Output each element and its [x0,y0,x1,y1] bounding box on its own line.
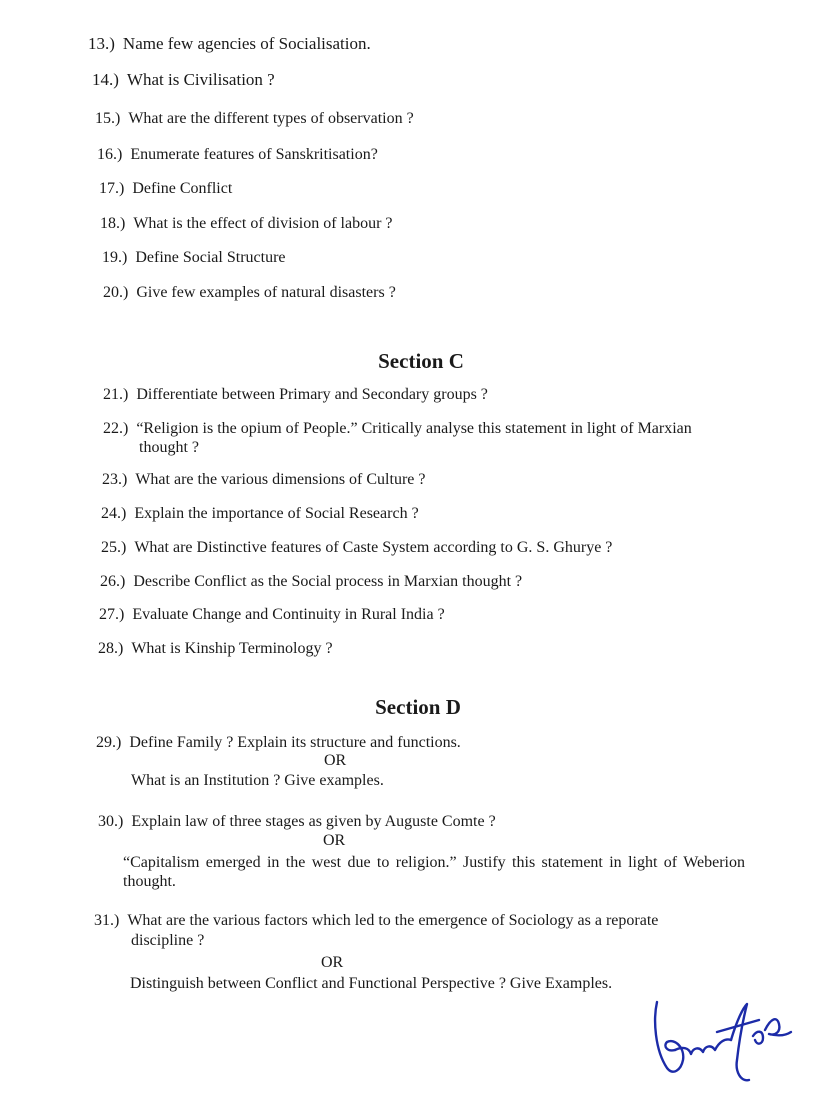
question-number: 18.) [100,215,126,232]
question-number: 19.) [102,249,128,266]
question-number: 28.) [98,640,124,657]
question-text: What is the effect of division of labour ? [133,215,393,232]
question-text: What is Kinship Terminology ? [131,640,333,657]
question-22 [103,419,692,456]
question-19 [102,248,286,267]
or-label: OR [321,954,344,971]
section-d-heading: Section D [375,695,461,719]
question-number: 24.) [101,505,127,522]
question-number: 30.) [98,813,124,830]
question-text: Define Family ? Explain its structure and functions. [129,734,461,751]
question-number: 29.) [96,734,122,751]
question-text-continued: discipline ? [131,932,205,949]
question-14 [92,70,275,89]
question-18 [100,214,393,233]
question-13 [88,34,371,53]
question-text: Name few agencies of Socialisation. [122,34,371,53]
signature-icon [645,990,795,1090]
question-27 [99,605,445,624]
question-text: What are the different types of observation ? [128,110,414,127]
question-text: What are the various factors which led to the emergence of Sociology as a reporate [127,912,659,929]
question-25 [101,538,612,557]
question-text: Explain the importance of Social Research ? [134,505,419,522]
question-text: Enumerate features of Sanskritisation? [130,146,378,163]
question-number: 14.) [92,70,119,89]
question-number: 27.) [99,606,125,623]
question-text: Explain law of three stages as given by Auguste Comte ? [131,813,496,830]
question-30 [98,812,496,831]
question-15 [95,109,414,128]
question-text: “Religion is the opium of People.” Critically analyse this statement in light of Marxian [136,420,692,437]
question-29 [96,733,461,752]
question-number: 16.) [97,146,123,163]
question-text: Evaluate Change and Continuity in Rural India ? [132,606,445,623]
question-31 [94,911,659,949]
question-text: What are Distinctive features of Caste System according to G. S. Ghurye ? [134,539,613,556]
question-number: 17.) [99,180,125,197]
question-26 [100,572,522,591]
or-label: OR [323,832,346,849]
question-16 [97,145,378,164]
question-text: What are the various dimensions of Culture ? [135,471,426,488]
question-text: Describe Conflict as the Social process in Marxian thought ? [133,573,523,590]
question-number: 31.) [94,912,120,929]
question-text-continued: thought ? [139,439,199,456]
question-number: 22.) [103,420,129,437]
alternative-question-text: What is an Institution ? Give examples. [131,772,384,789]
question-text: Give few examples of natural disasters ? [136,284,396,301]
alternative-question-text: “Capitalism emerged in the west due to religion.” Justify this statement in light of Weberion thought. [123,854,745,890]
question-number: 25.) [101,539,127,556]
question-21 [103,385,488,404]
question-text: Define Social Structure [135,249,286,266]
question-17 [99,179,232,198]
question-text: Define Conflict [132,180,233,197]
question-number: 13.) [88,34,115,53]
question-text: What is Civilisation ? [126,70,275,89]
question-28 [98,639,333,658]
question-20 [103,283,396,302]
question-23 [102,470,425,489]
or-label: OR [324,752,347,769]
question-number: 26.) [100,573,126,590]
section-c-heading: Section C [378,349,464,373]
question-number: 15.) [95,110,121,127]
question-number: 21.) [103,386,129,403]
question-number: 23.) [102,471,128,488]
question-24 [101,504,419,523]
question-number: 20.) [103,284,129,301]
question-text: Differentiate between Primary and Secondary groups ? [136,386,488,403]
alternative-question-text: Distinguish between Conflict and Functional Perspective ? Give Examples. [130,975,613,992]
